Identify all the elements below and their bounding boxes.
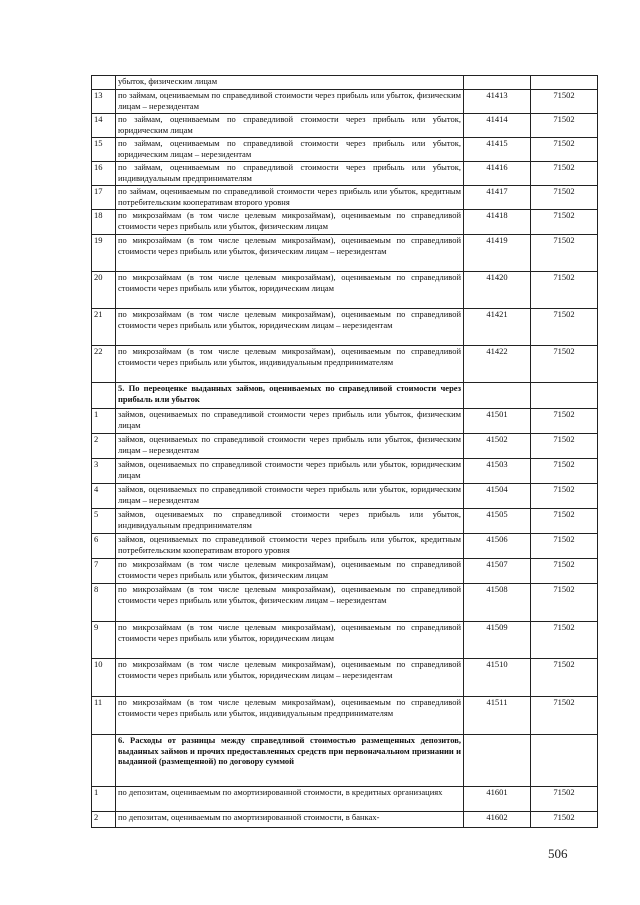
symbol-code-cell: 71502 [531,210,598,235]
symbol-code-cell: 71502 [531,90,598,114]
account-number-cell [464,383,531,409]
row-number-cell: 9 [92,622,116,659]
row-number-cell: 11 [92,697,116,735]
row-number-cell: 7 [92,559,116,584]
row-number-cell: 1 [92,409,116,434]
symbol-code-cell: 71502 [531,659,598,697]
row-number-cell: 17 [92,186,116,210]
row-number-cell: 13 [92,90,116,114]
symbol-code-cell: 71502 [531,622,598,659]
account-number-cell: 41505 [464,509,531,534]
symbol-code-cell: 71502 [531,812,598,828]
account-number-cell: 41504 [464,484,531,509]
description-cell: по микрозаймам (в том числе целевым микрозаймам), оцениваемым по справедливой стоимости через прибыль или убыток, юридическим лицам – нерезидентам [116,309,464,346]
description-cell: по микрозаймам (в том числе целевым микрозаймам), оцениваемым по справедливой стоимости через прибыль или убыток, юридическим лицам [116,272,464,309]
row-number-cell: 16 [92,162,116,186]
table-row [92,138,598,162]
description-cell: по займам, оцениваемым по справедливой стоимости через прибыль или убыток, физическим лицам – нерезидентам [116,90,464,114]
row-number-cell: 14 [92,114,116,138]
account-number-cell: 41414 [464,114,531,138]
table-row [92,272,598,309]
symbol-code-cell: 71502 [531,509,598,534]
symbol-code-cell: 71502 [531,186,598,210]
symbol-code-cell: 71502 [531,434,598,459]
table-row [92,509,598,534]
row-number-cell: 3 [92,459,116,484]
description-cell: по микрозаймам (в том числе целевым микрозаймам), оцениваемым по справедливой стоимости через прибыль или убыток, индивидуальным предпринимателям [116,697,464,735]
table-row [92,459,598,484]
row-number-cell: 22 [92,346,116,383]
section-header-row [92,735,598,787]
description-cell: по займам, оцениваемым по справедливой стоимости через прибыль или убыток, кредитным потребительским кооперативам второго уровня [116,186,464,210]
symbol-code-cell [531,76,598,90]
row-number-cell [92,735,116,787]
row-number-cell: 21 [92,309,116,346]
symbol-code-cell: 71502 [531,235,598,272]
description-cell: займов, оцениваемых по справедливой стоимости через прибыль или убыток, физическим лицам [116,409,464,434]
table-row [92,622,598,659]
table-row [92,434,598,459]
symbol-code-cell: 71502 [531,559,598,584]
table-row [92,534,598,559]
table-row [92,659,598,697]
description-cell: по займам, оцениваемым по справедливой стоимости через прибыль или убыток, юридическим лицам [116,114,464,138]
row-number-cell: 10 [92,659,116,697]
symbol-code-cell [531,735,598,787]
account-number-cell: 41422 [464,346,531,383]
account-number-cell [464,76,531,90]
account-number-cell: 41507 [464,559,531,584]
account-number-cell: 41509 [464,622,531,659]
table-row [92,114,598,138]
table-row [92,812,598,828]
table-row [92,409,598,434]
description-cell: по микрозаймам (в том числе целевым микрозаймам), оцениваемым по справедливой стоимости через прибыль или убыток, физическим лицам – нерезидентам [116,235,464,272]
account-number-cell: 41506 [464,534,531,559]
account-number-cell [464,735,531,787]
table-row [92,584,598,622]
row-number-cell: 19 [92,235,116,272]
account-number-cell: 41415 [464,138,531,162]
symbol-code-cell: 71502 [531,697,598,735]
description-cell: по депозитам, оцениваемым по амортизированной стоимости, в кредитных организациях [116,787,464,812]
row-number-cell [92,76,116,90]
row-number-cell: 1 [92,787,116,812]
table-row [92,346,598,383]
symbol-code-cell: 71502 [531,484,598,509]
description-cell: по займам, оцениваемым по справедливой стоимости через прибыль или убыток, юридическим лицам – нерезидентам [116,138,464,162]
section-title-cell: 6. Расходы от разницы между справедливой стоимостью размещенных депозитов, выданных займов и прочих предоставленных средств при первоначальном признании и выданной (размещенной) по договору суммой [116,735,464,787]
table-row [92,186,598,210]
symbol-code-cell: 71502 [531,114,598,138]
row-number-cell: 18 [92,210,116,235]
table-row [92,697,598,735]
symbol-code-cell: 71502 [531,162,598,186]
table-row [92,484,598,509]
description-cell: займов, оцениваемых по справедливой стоимости через прибыль или убыток, юридическим лицам – нерезидентам [116,484,464,509]
row-number-cell [92,383,116,409]
accounts-table-body [92,76,598,828]
table-row [92,162,598,186]
symbol-code-cell: 71502 [531,787,598,812]
account-number-cell: 41419 [464,235,531,272]
account-number-cell: 41508 [464,584,531,622]
table-row [92,76,598,90]
account-number-cell: 41503 [464,459,531,484]
account-number-cell: 41416 [464,162,531,186]
symbol-code-cell: 71502 [531,272,598,309]
description-cell: займов, оцениваемых по справедливой стоимости через прибыль или убыток, физическим лицам – нерезидентам [116,434,464,459]
description-cell: по займам, оцениваемым по справедливой стоимости через прибыль или убыток, индивидуальным предпринимателям [116,162,464,186]
description-cell: по микрозаймам (в том числе целевым микрозаймам), оцениваемым по справедливой стоимости через прибыль или убыток, физическим лицам [116,210,464,235]
description-cell: по микрозаймам (в том числе целевым микрозаймам), оцениваемым по справедливой стоимости через прибыль или убыток, юридическим лицам [116,622,464,659]
account-number-cell: 41602 [464,812,531,828]
description-cell: убыток, физическим лицам [116,76,464,90]
symbol-code-cell: 71502 [531,584,598,622]
row-number-cell: 4 [92,484,116,509]
table-row [92,559,598,584]
description-cell: займов, оцениваемых по справедливой стоимости через прибыль или убыток, кредитным потребительским кооперативам второго уровня [116,534,464,559]
symbol-code-cell [531,383,598,409]
account-number-cell: 41511 [464,697,531,735]
symbol-code-cell: 71502 [531,534,598,559]
row-number-cell: 2 [92,434,116,459]
section-header-row [92,383,598,409]
row-number-cell: 6 [92,534,116,559]
section-title-cell: 5. По переоценке выданных займов, оцениваемых по справедливой стоимости через прибыль или убыток [116,383,464,409]
row-number-cell: 15 [92,138,116,162]
account-number-cell: 41418 [464,210,531,235]
accounts-table [91,75,598,828]
symbol-code-cell: 71502 [531,138,598,162]
description-cell: по депозитам, оцениваемым по амортизированной стоимости, в банках- [116,812,464,828]
account-number-cell: 41502 [464,434,531,459]
table-row [92,90,598,114]
description-cell: по микрозаймам (в том числе целевым микрозаймам), оцениваемым по справедливой стоимости через прибыль или убыток, физическим лицам – нерезидентам [116,584,464,622]
symbol-code-cell: 71502 [531,409,598,434]
account-number-cell: 41510 [464,659,531,697]
account-number-cell: 41601 [464,787,531,812]
account-number-cell: 41413 [464,90,531,114]
row-number-cell: 2 [92,812,116,828]
table-row [92,787,598,812]
account-number-cell: 41420 [464,272,531,309]
account-number-cell: 41417 [464,186,531,210]
table-row [92,210,598,235]
description-cell: займов, оцениваемых по справедливой стоимости через прибыль или убыток, юридическим лицам [116,459,464,484]
table-row [92,235,598,272]
description-cell: по микрозаймам (в том числе целевым микрозаймам), оцениваемым по справедливой стоимости через прибыль или убыток, юридическим лицам – нерезидентам [116,659,464,697]
description-cell: займов, оцениваемых по справедливой стоимости через прибыль или убыток, индивидуальным предпринимателям [116,509,464,534]
description-cell: по микрозаймам (в том числе целевым микрозаймам), оцениваемым по справедливой стоимости через прибыль или убыток, индивидуальным предпринимателям [116,346,464,383]
row-number-cell: 20 [92,272,116,309]
description-cell: по микрозаймам (в том числе целевым микрозаймам), оцениваемым по справедливой стоимости через прибыль или убыток, физическим лицам [116,559,464,584]
account-number-cell: 41421 [464,309,531,346]
symbol-code-cell: 71502 [531,346,598,383]
page-number: 506 [548,846,568,861]
account-number-cell: 41501 [464,409,531,434]
row-number-cell: 5 [92,509,116,534]
table-row [92,309,598,346]
row-number-cell: 8 [92,584,116,622]
symbol-code-cell: 71502 [531,309,598,346]
symbol-code-cell: 71502 [531,459,598,484]
